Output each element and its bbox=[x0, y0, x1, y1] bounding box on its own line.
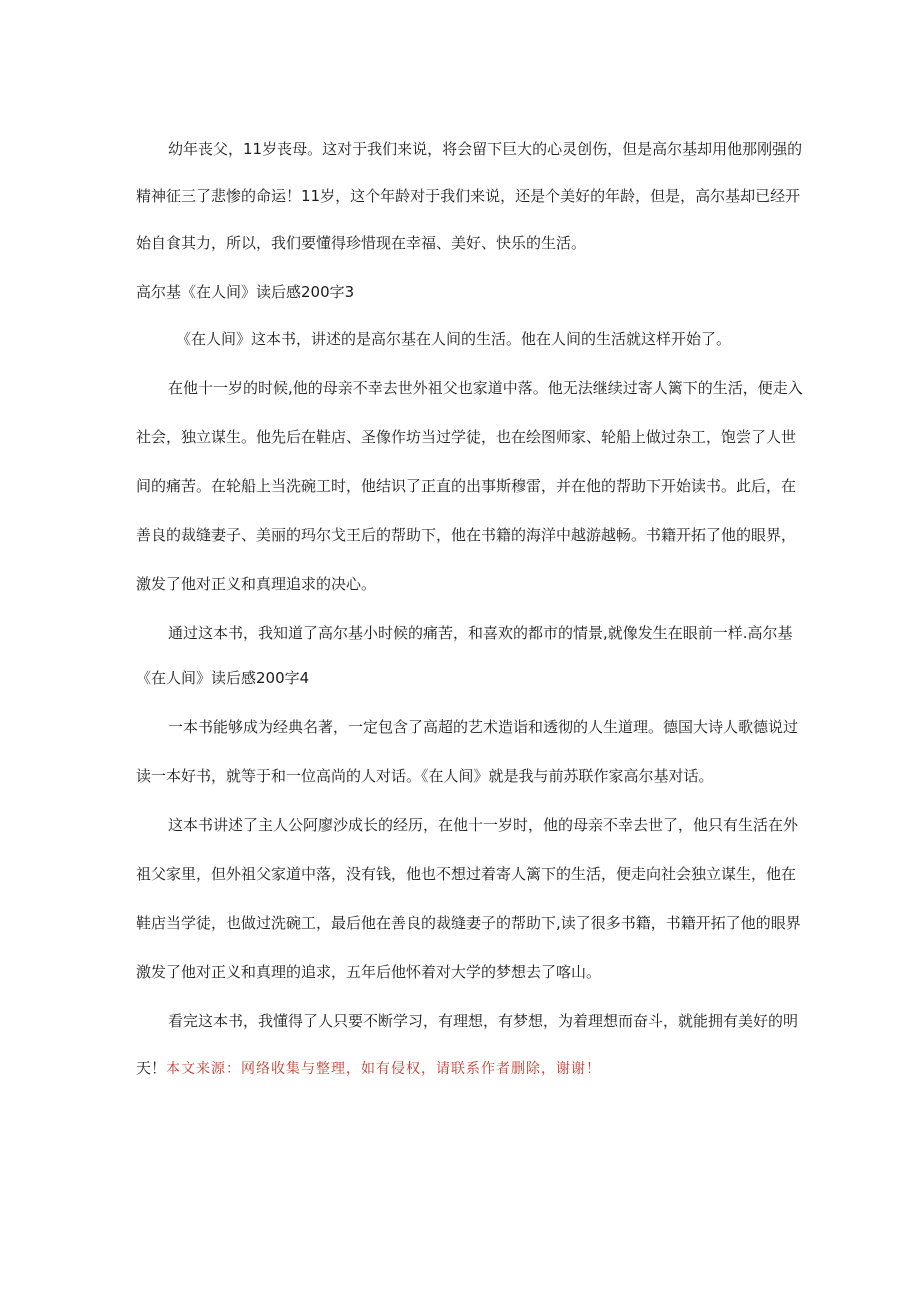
body-line: 精神征三了悲惨的命运！11岁，这个年龄对于我们来说，还是个美好的年龄，但是，高尔基却已经开 bbox=[136, 187, 801, 205]
body-line-tail: 天！ bbox=[136, 1059, 167, 1077]
body-line: 激发了他对正义和真理的追求，五年后他怀着对大学的梦想去了喀山。 bbox=[136, 963, 602, 981]
body-line: 幼年丧父，11岁丧母。这对于我们来说，将会留下巨大的心灵创伤，但是高尔基却用他那刚强的 bbox=[168, 140, 803, 158]
body-line: 看完这本书，我懂得了人只要不断学习，有理想，有梦想，为着理想而奋斗，就能拥有美好的明 bbox=[168, 1012, 799, 1030]
section-heading: 《在人间》读后感200字4 bbox=[136, 669, 310, 687]
source-note: 本文来源：网络收集与整理，如有侵权，请联系作者删除，谢谢！ bbox=[166, 1061, 602, 1077]
body-line: 鞋店当学徒，也做过洗碗工，最后他在善良的裁缝妻子的帮助下,读了很多书籍，书籍开拓了他的眼界 bbox=[136, 914, 801, 932]
body-line: 善良的裁缝妻子、美丽的玛尔戈王后的帮助下，他在书籍的海洋中越游越畅。书籍开拓了他的眼界， bbox=[136, 526, 797, 544]
body-line: 始自食其力，所以，我们要懂得珍惜现在幸福、美好、快乐的生活。 bbox=[136, 234, 587, 252]
body-line: 间的痛苦。在轮船上当洗碗工时，他结识了正直的出事斯穆雷，并在他的帮助下开始读书。此后，在 bbox=[136, 477, 797, 495]
section-heading: 高尔基《在人间》读后感200字3 bbox=[136, 283, 355, 301]
body-line: 一本书能够成为经典名著，一定包含了高超的艺术造诣和透彻的人生道理。德国大诗人歌德说过 bbox=[168, 718, 799, 736]
body-line: 激发了他对正义和真理追求的决心。 bbox=[136, 575, 377, 593]
body-line: 社会，独立谋生。他先后在鞋店、圣像作坊当过学徒，也在绘图师家、轮船上做过杂工，饱尝了人世 bbox=[136, 428, 797, 446]
body-line: 在他十一岁的时候,他的母亲不幸去世外祖父也家道中落。他无法继续过寄人篱下的生活，便走入 bbox=[168, 379, 803, 397]
body-line: 《在人间》这本书，讲述的是高尔基在人间的生活。他在人间的生活就这样开始了。 bbox=[176, 330, 732, 348]
body-line: 祖父家里，但外祖父家道中落，没有钱，他也不想过着寄人篱下的生活，便走向社会独立谋生，他在 bbox=[136, 865, 797, 883]
body-line: 通过这本书，我知道了高尔基小时候的痛苦，和喜欢的都市的情景,就像发生在眼前一样.高尔基 bbox=[168, 624, 793, 642]
body-line-final bbox=[136, 1058, 601, 1079]
body-line: 这本书讲述了主人公阿廖沙成长的经历，在他十一岁时，他的母亲不幸去世了，他只有生活在外 bbox=[168, 816, 799, 834]
body-line: 读一本好书，就等于和一位高尚的人对话。《在人间》就是我与前苏联作家高尔基对话。 bbox=[136, 767, 714, 785]
